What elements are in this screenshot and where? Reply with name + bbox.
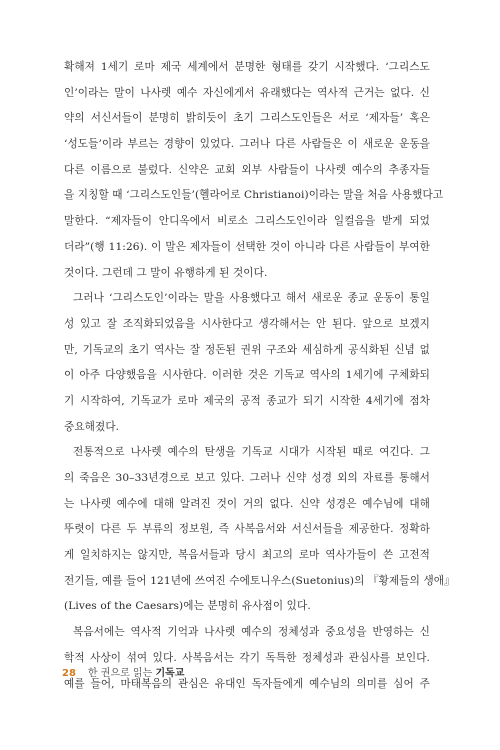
text-line: 게 일치하지는 않지만, 복음서들과 당시 최고의 로마 역사가들이 쓴 고전적: [64, 549, 430, 562]
running-title-prefix: 한 권으로 읽는: [87, 668, 153, 679]
text-line: 만, 기독교의 초기 역사는 잘 정돈된 권위 구조와 세심하게 공식화된 신념 없: [64, 343, 430, 356]
text-line: 약의 서신서들이 분명히 밝히듯이 초기 그리스도인들은 서로 ‘제자들’ 혹은: [64, 112, 430, 125]
text-line: 예를 들어, 마태복음의 관심은 유대인 독자들에게 예수님의 의미를 심어 주: [64, 677, 430, 690]
text-line: 말한다. “제자들이 안디옥에서 비로소 그리스도인이라 일컬음을 받게 되었: [64, 215, 430, 228]
text-line: ‘성도들’이라 부르는 경향이 있었다. 그러나 다른 사람들은 이 새로운 운동을: [64, 138, 430, 151]
running-title-book: 기독교: [155, 668, 185, 679]
text-line: 그러나 ‘그리스도인’이라는 말을 사용했다고 해서 새로운 종교 운동이 통일: [73, 292, 430, 305]
page-body: [64, 55, 455, 697]
text-line: 는 나사렛 예수에 대해 알려진 것이 거의 없다. 신약 성경은 예수님에 대해: [64, 497, 430, 510]
text-line: 전통적으로 나사렛 예수의 탄생을 기독교 시대가 시작된 때로 여긴다. 그: [73, 446, 430, 459]
text-line: 의 죽음은 30–33년경으로 보고 있다. 그러나 신약 성경 외의 자료를 통해서: [64, 472, 430, 484]
text-line: 것이다. 그런데 그 말이 유행하게 된 것이다.: [64, 266, 268, 279]
text-line: 뚜렷이 다른 두 부류의 정보원, 즉 사복음서와 서신서들을 제공한다. 정확하: [64, 523, 430, 536]
paragraph-1: [64, 55, 444, 286]
text-line: 전기들, 예를 들어 121년에 쓰여진 수에토니우스(Suetonius)의 『황제들의 생애』: [64, 574, 455, 587]
paragraph-4: [64, 620, 430, 697]
text-line: (Lives of the Caesars)에는 분명히 유사점이 있다.: [64, 600, 311, 613]
text-line: 중요해졌다.: [64, 420, 120, 433]
running-title: [88, 664, 185, 679]
text-line: 다른 이름으로 불렀다. 신약은 교회 외부 사람들이 나사렛 예수의 추종자들: [64, 163, 430, 176]
text-line: 기 시작하여, 기독교가 로마 제국의 공적 종교가 되기 시작한 4세기에 점차: [64, 394, 430, 407]
text-line: 더라”(행 11:26). 이 말은 제자들이 선택한 것이 아니라 다른 사람들이 부여한: [64, 240, 430, 253]
text-line: 인’이라는 말이 나사렛 예수 자신에게서 유래했다는 역사적 근거는 없다. 신: [64, 86, 430, 99]
paragraph-3: [64, 440, 455, 620]
page-number: 28: [62, 668, 76, 679]
text-line: 을 지칭할 때 ‘그리스도인들’(헬라어로 Christianoi)이라는 말을 처음 사용했다고: [64, 189, 444, 202]
text-line: 학적 사상이 섞여 있다. 사복음서는 각기 독특한 정체성과 관심사를 보인다.: [64, 651, 430, 664]
text-line: 이 아주 다양했음을 시사한다. 이러한 것은 기독교 역사의 1세기에 구체화되: [64, 369, 430, 382]
page-footer: [62, 664, 184, 679]
text-line: 복음서에는 역사적 기억과 나사렛 예수의 정체성과 중요성을 반영하는 신: [73, 626, 430, 639]
text-line: 확해져 1세기 로마 제국 세계에서 분명한 형태를 갖기 시작했다. ‘그리스도: [64, 61, 430, 73]
paragraph-2: [64, 286, 430, 440]
text-line: 성 있고 잘 조직화되었음을 시사한다고 생각해서는 안 된다. 앞으로 보겠지: [64, 317, 430, 330]
